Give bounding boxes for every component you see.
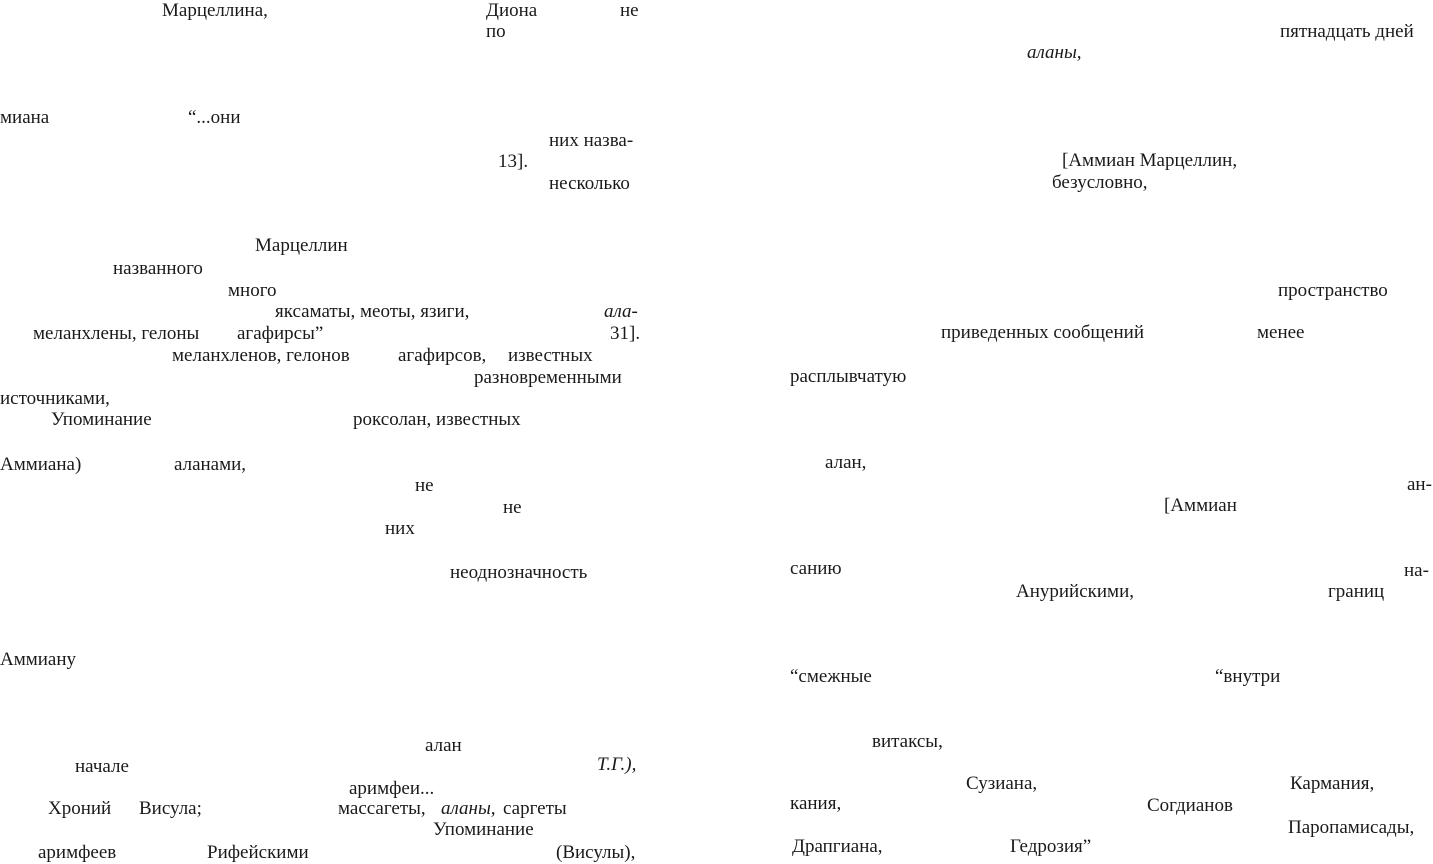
word: роксолан, известных <box>353 409 521 430</box>
word: Упоминание <box>51 409 152 430</box>
word: пространство <box>1278 280 1388 301</box>
word: разновременными <box>474 367 622 388</box>
word: (Висулы), <box>556 842 636 863</box>
word: санию <box>790 558 842 579</box>
word: много <box>228 280 277 301</box>
word: Марцеллина, <box>162 0 268 21</box>
word: алан <box>425 735 462 756</box>
word: “...они <box>188 107 241 128</box>
word: аримфеев <box>38 842 117 863</box>
word: них назва- <box>549 130 634 151</box>
word: саргеты <box>503 798 567 819</box>
word: Гедрозия” <box>1010 836 1092 857</box>
word: агафирсов, <box>398 345 487 366</box>
word: границ <box>1328 581 1385 602</box>
word: неоднозначность <box>450 562 588 583</box>
word: алан, <box>825 452 867 473</box>
word: Т.Г.), <box>597 754 637 775</box>
word: Сузиана, <box>966 773 1038 794</box>
left-column <box>0 0 645 863</box>
word: безусловно, <box>1052 172 1148 193</box>
word: Драпгиана, <box>792 836 883 857</box>
word: [Аммиан Марцеллин, <box>1062 150 1238 171</box>
word: аримфеи... <box>349 778 435 799</box>
word: Висула; <box>139 798 202 819</box>
word: Анурийскими, <box>1016 581 1134 602</box>
word: аланами, <box>174 454 247 475</box>
word: кания, <box>790 793 842 814</box>
word: по <box>486 21 506 42</box>
word: приведенных сообщений <box>941 322 1144 343</box>
word: агафирсы” <box>237 323 324 344</box>
word: витаксы, <box>872 731 943 752</box>
word: не <box>620 0 639 21</box>
word: несколько <box>549 173 630 194</box>
word: не <box>415 475 434 496</box>
word: миана <box>0 107 50 128</box>
word: Марцеллин <box>255 235 348 256</box>
word: Аммиану <box>0 649 77 670</box>
word: ала- <box>604 301 638 322</box>
word: Согдианов <box>1147 795 1233 816</box>
word: расплывчатую <box>790 366 907 387</box>
word: меланхленов, гелонов <box>172 345 350 366</box>
word: известных <box>508 345 593 366</box>
word: ан- <box>1407 474 1432 495</box>
word: 31]. <box>610 323 641 344</box>
word: Упоминание <box>433 819 534 840</box>
word: названного <box>113 258 203 279</box>
word: начале <box>75 756 129 777</box>
word: менее <box>1257 322 1305 343</box>
word: 13]. <box>498 151 529 172</box>
word: Аммиана) <box>0 454 82 475</box>
word: не <box>503 497 522 518</box>
word: них <box>385 518 415 539</box>
word: “внутри <box>1215 666 1281 687</box>
word: Хроний <box>48 798 112 819</box>
word: аланы, <box>441 798 496 819</box>
word: источниками, <box>0 388 110 409</box>
word: яксаматы, меоты, язиги, <box>275 301 470 322</box>
word: аланы, <box>1027 42 1082 63</box>
word: меланхлены, гелоны <box>33 323 200 344</box>
word: Кармания, <box>1290 773 1375 794</box>
word: на- <box>1404 560 1429 581</box>
word: Диона <box>486 0 538 21</box>
word: Паропамисады, <box>1288 817 1415 838</box>
word: [Аммиан <box>1164 495 1237 516</box>
right-column <box>790 0 1433 863</box>
word: Рифейскими <box>207 842 309 863</box>
word: пятнадцать дней <box>1280 21 1414 42</box>
word: “смежные <box>790 666 872 687</box>
word: массагеты, <box>338 798 426 819</box>
